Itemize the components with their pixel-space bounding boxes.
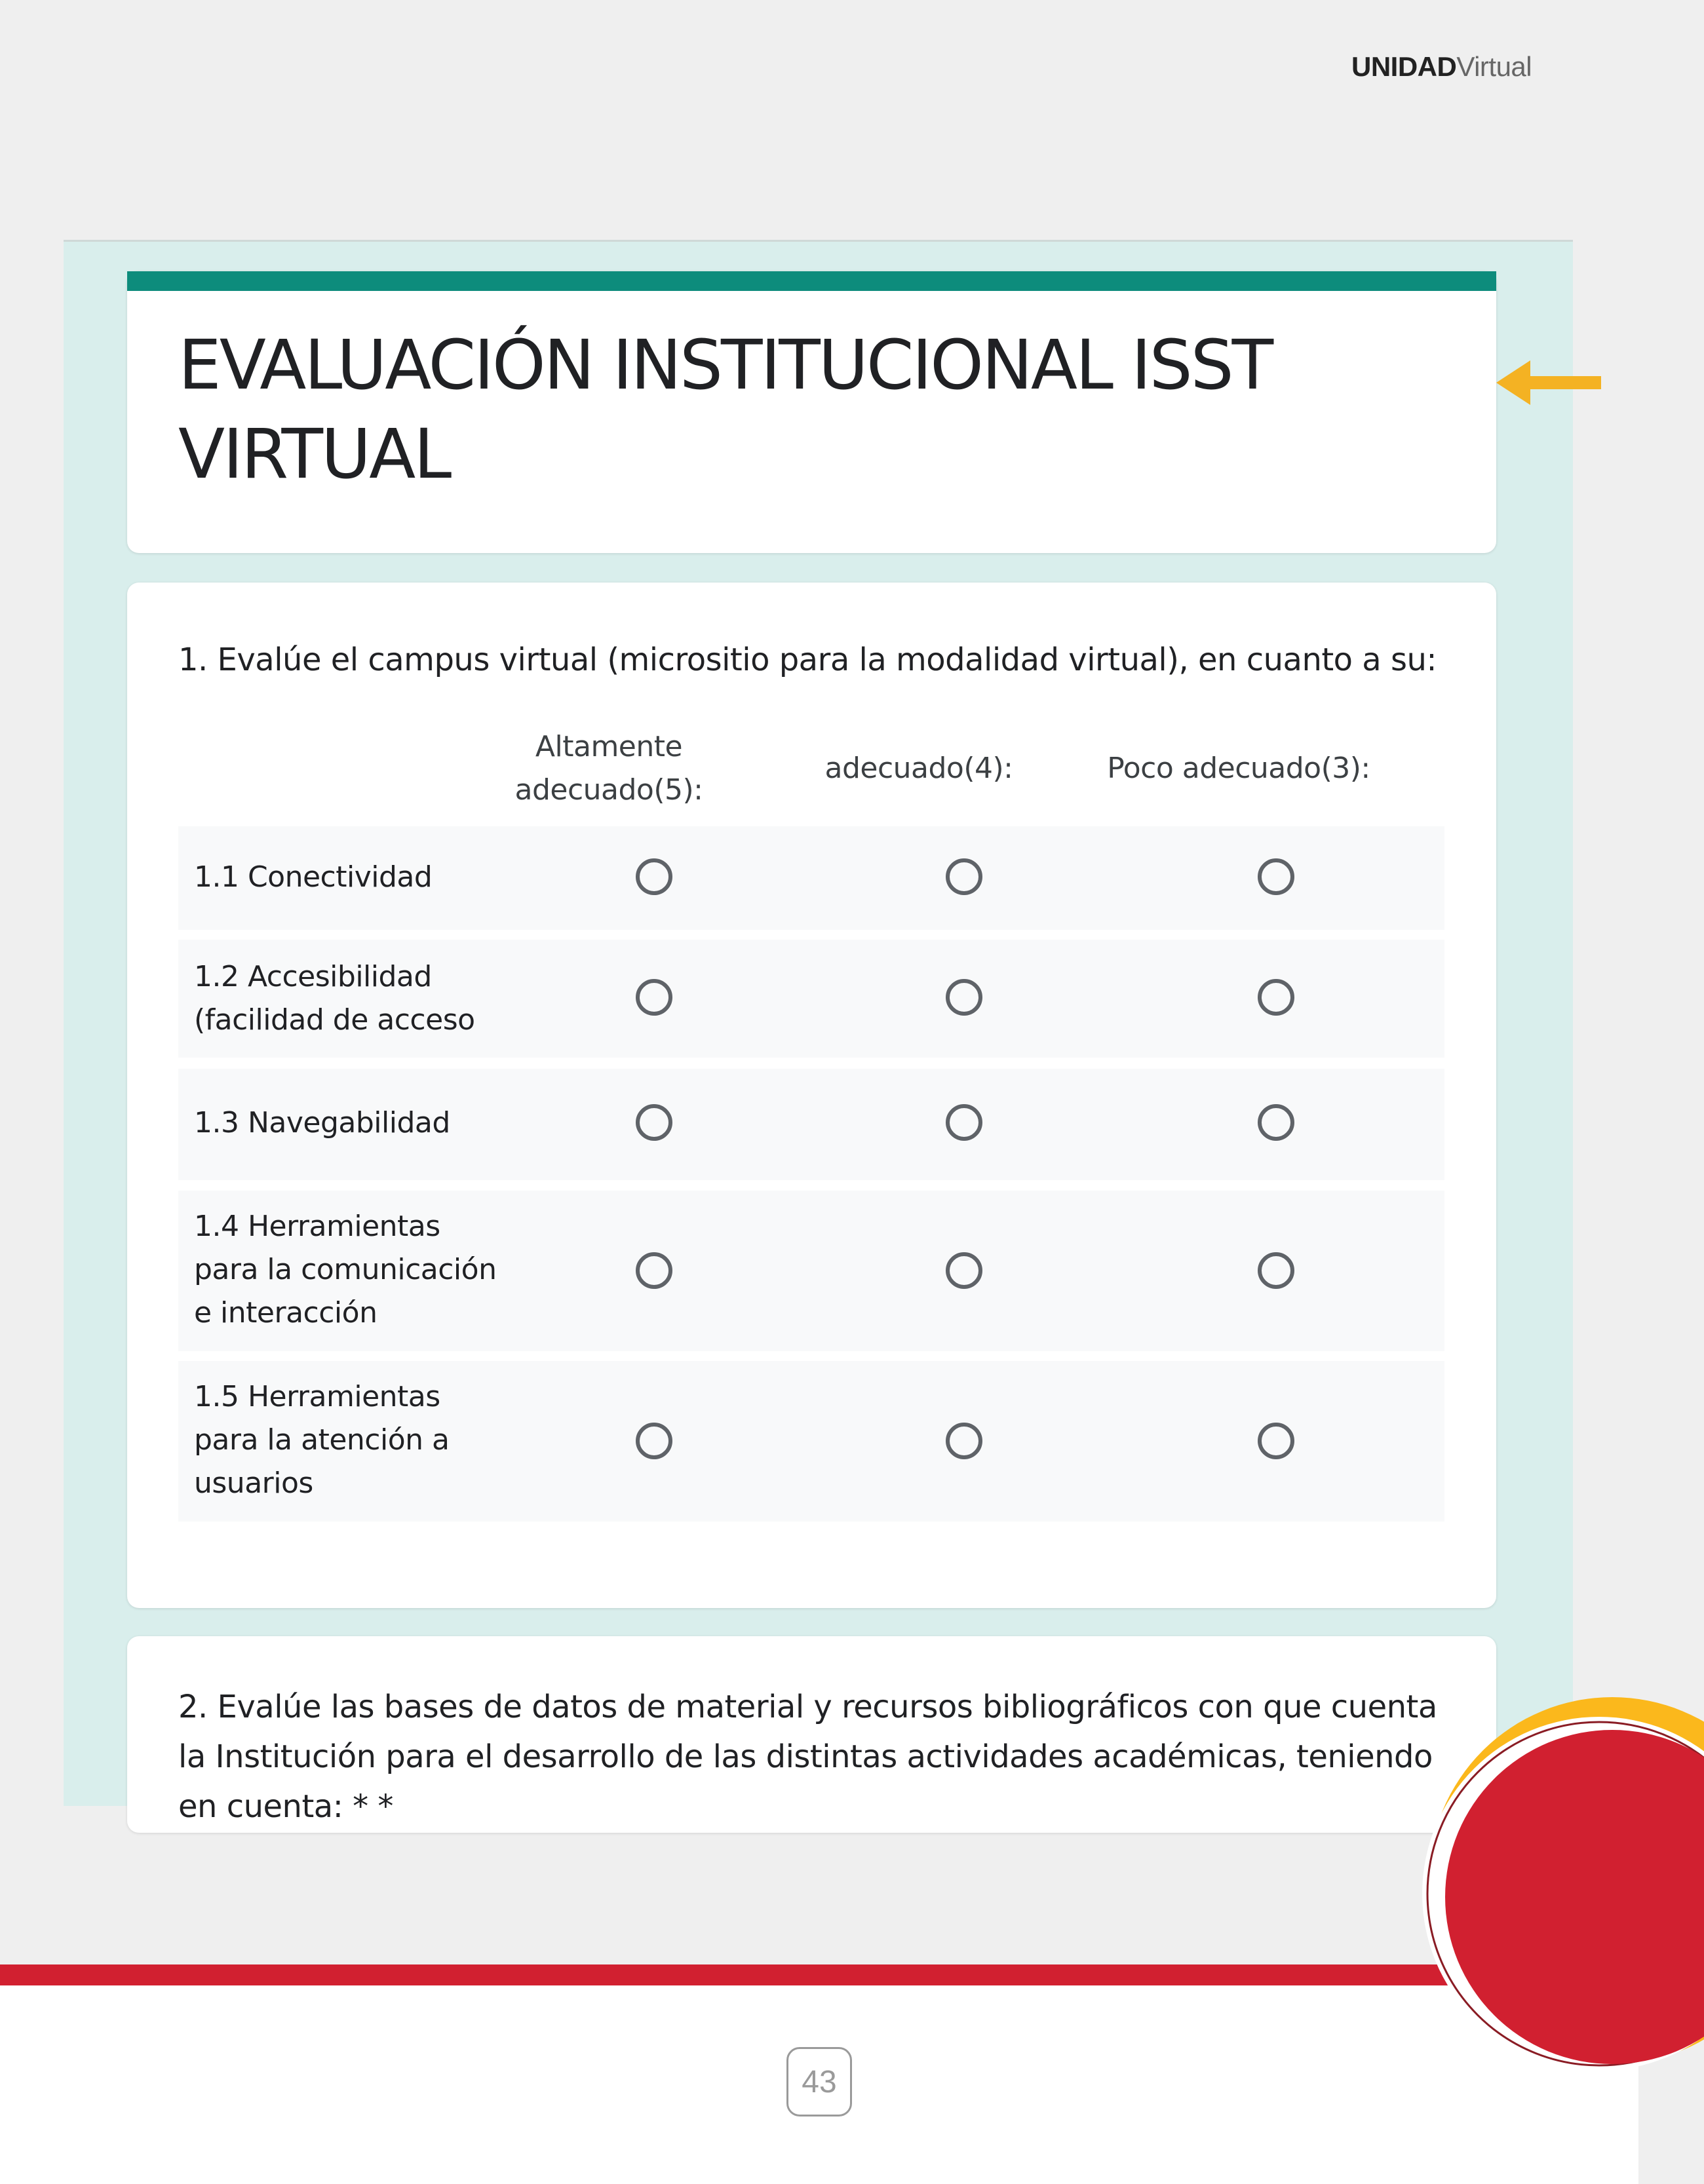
radio-unchecked-icon[interactable] xyxy=(946,1252,982,1289)
brand-logo xyxy=(1351,51,1532,83)
row-label-line: 1.5 Herramientas xyxy=(194,1380,440,1413)
arrow-left-icon xyxy=(1496,359,1601,406)
column-header-line: adecuado(5): xyxy=(514,773,703,807)
row-label xyxy=(194,1102,509,1145)
radio-unchecked-icon[interactable] xyxy=(946,1104,982,1141)
decorative-circle xyxy=(1403,1697,1704,1999)
column-header-line: adecuado(4): xyxy=(824,752,1013,785)
grid-row-accesibilidad xyxy=(178,940,1444,1058)
radio-unchecked-icon[interactable] xyxy=(1258,979,1294,1016)
radio-unchecked-icon[interactable] xyxy=(1258,1423,1294,1459)
radio-unchecked-icon[interactable] xyxy=(1258,1252,1294,1289)
question-2-line: 2. Evalúe las bases de datos de material y recursos bibliográficos con que cuenta xyxy=(178,1689,1437,1725)
radio-unchecked-icon[interactable] xyxy=(636,979,672,1016)
column-header-poco xyxy=(1101,747,1376,790)
column-header-altamente xyxy=(491,725,727,812)
form-title xyxy=(178,320,1423,499)
column-header-line: Altamente xyxy=(535,730,683,763)
radio-unchecked-icon[interactable] xyxy=(946,858,982,895)
row-label-line: 1.4 Herramientas xyxy=(194,1210,440,1243)
radio-unchecked-icon[interactable] xyxy=(636,1252,672,1289)
row-label xyxy=(194,1205,509,1335)
question-2-line: la Institución para el desarrollo de las distintas actividades académicas, teniendo xyxy=(178,1738,1433,1775)
grid-row-navegabilidad xyxy=(178,1069,1444,1180)
radio-unchecked-icon[interactable] xyxy=(1258,858,1294,895)
row-label-line: 1.3 Navegabilidad xyxy=(194,1106,450,1140)
row-label xyxy=(194,955,509,1042)
radio-unchecked-icon[interactable] xyxy=(636,858,672,895)
radio-unchecked-icon[interactable] xyxy=(636,1423,672,1459)
grid-row-herramientas-comunicacion xyxy=(178,1191,1444,1351)
row-label xyxy=(194,1375,509,1505)
brand-light: Virtual xyxy=(1456,51,1532,82)
question-2-line: en cuenta: * * xyxy=(178,1788,393,1825)
grid-row-conectividad xyxy=(178,826,1444,930)
row-label xyxy=(194,856,509,899)
form-title-card xyxy=(127,271,1496,553)
brand-bold: UNIDAD xyxy=(1351,51,1457,82)
column-header-adecuado xyxy=(801,747,1037,790)
column-header-line: Poco adecuado(3): xyxy=(1107,752,1370,785)
radio-unchecked-icon[interactable] xyxy=(636,1104,672,1141)
radio-unchecked-icon[interactable] xyxy=(946,1423,982,1459)
question-2-card xyxy=(127,1636,1496,1833)
footer-red-band xyxy=(0,1964,1638,1985)
radio-unchecked-icon[interactable] xyxy=(1258,1104,1294,1141)
page-number: 43 xyxy=(786,2047,852,2117)
row-label-line: usuarios xyxy=(194,1466,313,1500)
radio-unchecked-icon[interactable] xyxy=(946,979,982,1016)
row-label-line: 1.2 Accesibilidad xyxy=(194,960,432,993)
row-label-line: para la atención a xyxy=(194,1423,450,1457)
form-screenshot xyxy=(64,240,1573,1825)
grid-row-herramientas-atencion xyxy=(178,1361,1444,1522)
row-label-line: (facilidad de acceso xyxy=(194,1003,475,1037)
row-label-line: e interacción xyxy=(194,1296,378,1330)
title-accent-bar xyxy=(127,271,1496,291)
form-title-line2: VIRTUAL xyxy=(178,414,450,494)
question-1-card xyxy=(127,583,1496,1608)
question-2-text xyxy=(178,1682,1456,1831)
question-1-text: 1. Evalúe el campus virtual (micrositio para la modalidad virtual), en cuanto a su: xyxy=(178,642,1437,678)
row-label-line: 1.1 Conectividad xyxy=(194,860,433,894)
form-title-line1: EVALUACIÓN INSTITUCIONAL ISST xyxy=(178,325,1272,405)
row-label-line: para la comunicación xyxy=(194,1253,497,1286)
